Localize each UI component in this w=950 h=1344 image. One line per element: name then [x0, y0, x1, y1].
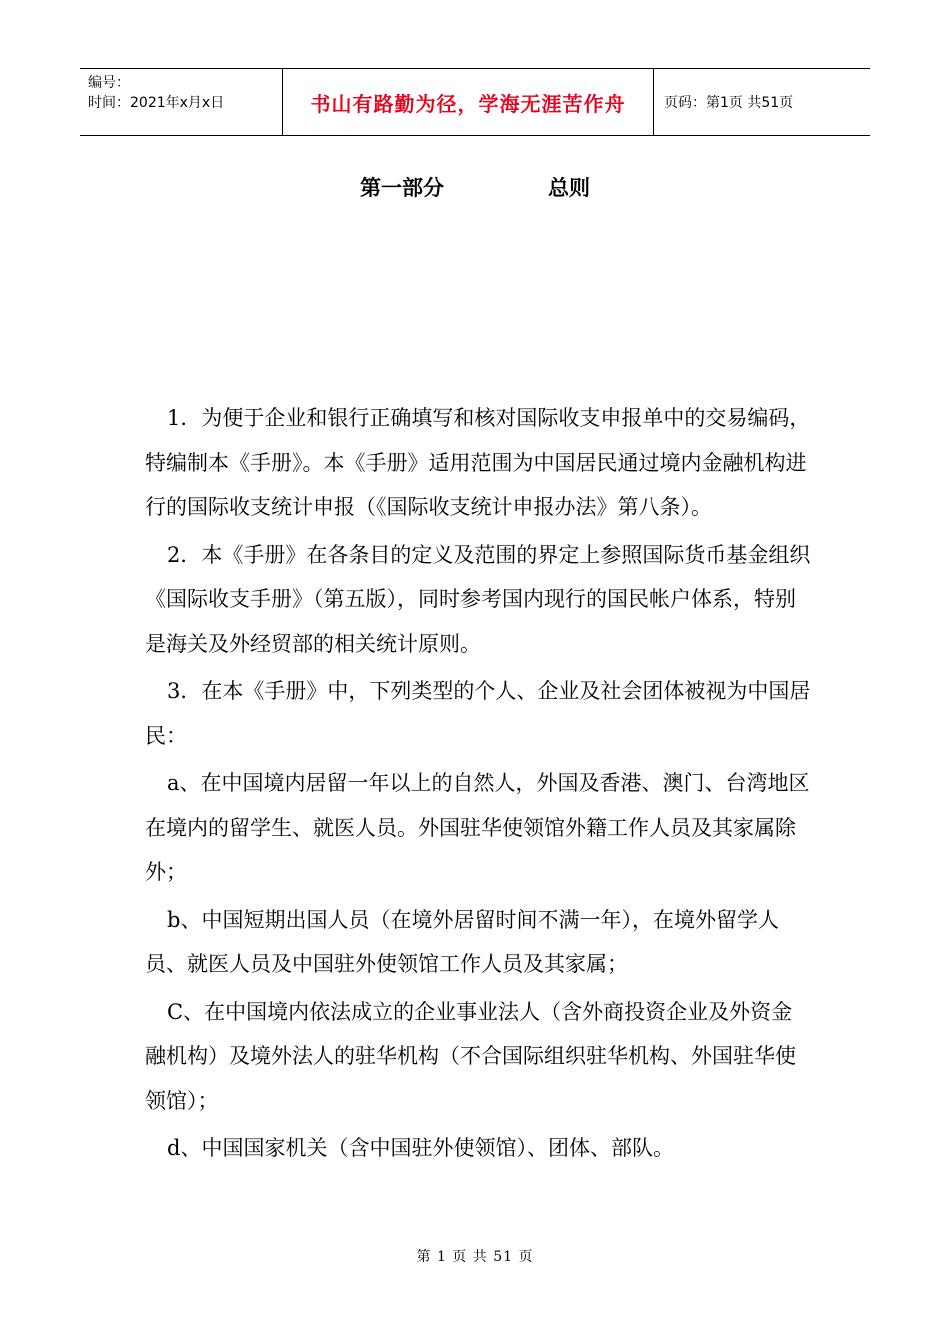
page-footer	[0, 1246, 950, 1266]
paragraph-b	[145, 898, 813, 987]
header-left-cell	[80, 69, 282, 135]
paragraph-2	[145, 533, 813, 667]
paragraph-text: b、中国短期出国人员（在境外居留时间不满一年），在境外留学人员、就医人员及中国驻外使领馆工作人员及其家属；	[145, 907, 779, 976]
document-time-label: 时间：2021年x月x日	[88, 95, 225, 111]
header-page-info: 页码：第1页 共51页	[664, 95, 794, 111]
paragraph-3	[145, 669, 813, 758]
paragraph-d	[145, 1126, 813, 1171]
section-title-part: 第一部分	[360, 175, 444, 200]
paragraph-text: 2．本《手册》在各条目的定义及范围的界定上参照国际货币基金组织《国际收支手册》（第五版），同时参考国内现行的国民帐户体系，特别是海关及外经贸部的相关统计原则。	[145, 542, 811, 656]
header-right-cell	[654, 69, 870, 135]
paragraph-a	[145, 761, 813, 895]
header-middle-cell	[282, 69, 654, 135]
document-number-label: 编号：	[88, 75, 130, 91]
header-motto: 书山有路勤为径，学海无涯苦作舟	[310, 91, 626, 116]
paragraph-c	[145, 990, 813, 1124]
body-content	[145, 396, 813, 1174]
paragraph-text: 1．为便于企业和银行正确填写和核对国际收支申报单中的交易编码，特编制本《手册》。本《手册》适用范围为中国居民通过境内金融机构进行的国际收支统计申报（《国际收支统计申报办法》第八条）。	[145, 406, 811, 519]
paragraph-text: C、在中国境内依法成立的企业事业法人（含外商投资企业及外资金融机构）及境外法人的驻华机构（不合国际组织驻华机构、外国驻华使领馆）；	[145, 999, 796, 1113]
section-title-name: 总则	[548, 175, 590, 200]
section-title	[0, 172, 950, 202]
paragraph-text: a、在中国境内居留一年以上的自然人，外国及香港、澳门、台湾地区在境内的留学生、就医人员。外国驻华使领馆外籍工作人员及其家属除外；	[145, 771, 810, 884]
paragraph-text: d、中国国家机关（含中国驻外使领馆）、团体、部队。	[167, 1136, 674, 1160]
page-header	[80, 68, 870, 136]
paragraph-1	[145, 396, 813, 530]
paragraph-text: 3．在本《手册》中，下列类型的个人、企业及社会团体被视为中国居民：	[145, 679, 811, 748]
footer-page-number: 第 1 页 共 51 页	[416, 1249, 534, 1265]
